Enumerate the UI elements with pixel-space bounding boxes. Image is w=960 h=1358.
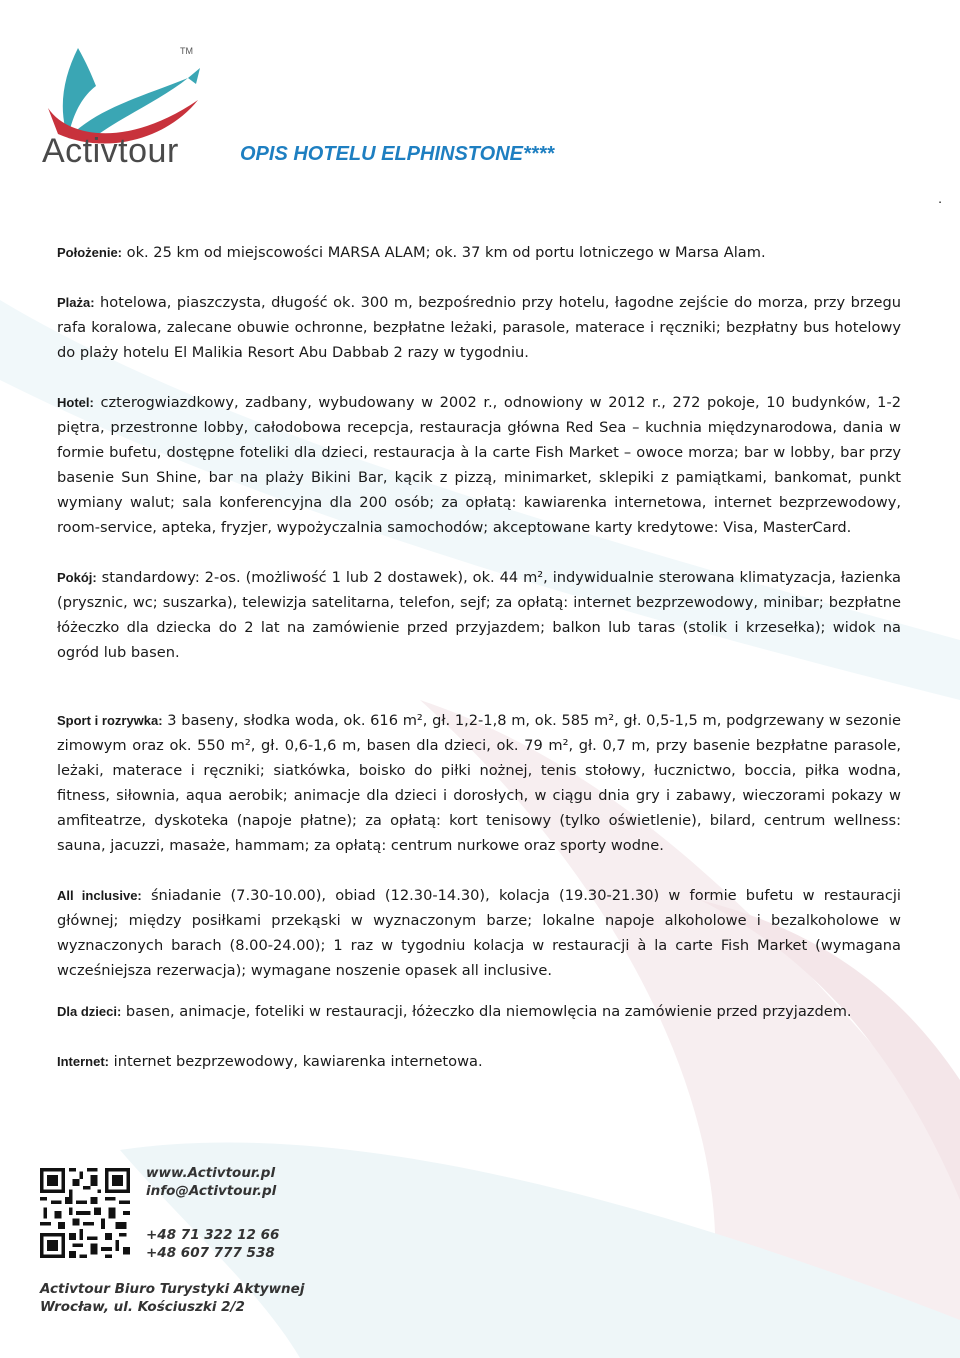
- section-label: Dla dzieci:: [57, 1004, 122, 1019]
- phone-2: +48 607 777 538: [146, 1245, 275, 1261]
- section-beach: [57, 290, 901, 365]
- section-room: [57, 565, 901, 665]
- section-location: [57, 240, 901, 265]
- section-hotel: [57, 390, 901, 540]
- footer-contact: [146, 1164, 279, 1262]
- section-text: basen, animacje, foteliki w restauracji, łóżeczko dla niemowlęcia na zamówienie przed przyjazdem.: [121, 1003, 852, 1020]
- footer-company: [40, 1280, 304, 1316]
- corner-dot: .: [938, 190, 942, 206]
- section-label: Plaża:: [57, 295, 95, 310]
- section-text: internet bezprzewodowy, kawiarenka internetowa.: [109, 1053, 483, 1070]
- page-title: OPIS HOTELU ELPHINSTONE****: [240, 143, 555, 165]
- section-all-inclusive: [57, 883, 901, 983]
- section-text: hotelowa, piaszczysta, długość ok. 300 m, bezpośrednio przy hotelu, łagodne zejście do morza, przy brzegu rafa koralowa, zalecane obuwie ochronne, bezpłatne leżaki, parasole, materace i ręczniki; bezpłatny bus hotelowy do plaży hotelu El Malikia Resort Abu Dabbab 2 razy w tygodniu.: [57, 294, 901, 361]
- section-text: czterogwiazdkowy, zadbany, wybudowany w 2002 r., odnowiony w 2012 r., 272 pokoje, 10 budynków, 1-2 piętra, przestronne lobby, całodobowa recepcja, restauracja główna Red Sea – kuchnia międzynarodowa, dania w formie bufetu, dostępne foteliki dla dzieci, restauracja à la carte Fish Market – owoce morza; bar w lobby, bar przy basenie Sun Shine, bar na plaży Bikini Bar, kącik z pizzą, minimarket, sklepiki z pamiątkami, bankomat, punkt wymiany walut; sala konferencyjna dla 200 osób; za opłatą: kawiarenka internetowa, internet bezprzewodowy, room-service, apteka, fryzjer, wypożyczalnia samochodów; akceptowane karty kredytowe: Visa, MasterCard.: [57, 394, 901, 536]
- email-link[interactable]: info@Activtour.pl: [146, 1183, 277, 1199]
- company-address: Wrocław, ul. Kościuszki 2/2: [40, 1299, 245, 1315]
- phone-1: +48 71 322 12 66: [146, 1227, 280, 1243]
- section-kids: [57, 999, 901, 1024]
- section-text: ok. 25 km od miejscowości MARSA ALAM; ok. 37 km od portu lotniczego w Marsa Alam.: [122, 244, 766, 261]
- qr-code-icon: [40, 1168, 130, 1258]
- section-label: Pokój:: [57, 570, 97, 585]
- section-label: Hotel:: [57, 395, 94, 410]
- section-label: Położenie:: [57, 245, 123, 260]
- section-label: All inclusive:: [57, 888, 142, 903]
- company-name: Activtour Biuro Turystyki Aktywnej: [40, 1281, 305, 1297]
- trademark-mark: TM: [180, 46, 193, 56]
- section-text: 3 baseny, słodka woda, ok. 616 m², gł. 1,2-1,8 m, ok. 585 m², gł. 0,5-1,5 m, podgrzewany w sezonie zimowym oraz ok. 550 m², gł. 0,6-1,6 m, basen dla dzieci, ok. 79 m², gł. 0,7 m, przy basenie bezpłatne parasole, leżaki, materace i ręczniki; siatkówka, boisko do piłki nożnej, tenis stołowy, łucznictwo, boccia, piłka wodna, fitness, siłownia, aqua aerobik; animacje dla dzieci i dorosłych, w ciągu dnia gry i zabawy, wieczorami pokazy w amfiteatrze, dyskoteka (napoje płatne); za opłatą: kort tenisowy (tylko oświetlenie), bilard, centrum wellness: sauna, jacuzzi, masaże, hammam; za opłatą: centrum nurkowe oraz sporty wodne.: [57, 712, 901, 854]
- hotel-description: [57, 240, 901, 1074]
- section-internet: [57, 1049, 901, 1074]
- section-label: Sport i rozrywka:: [57, 713, 163, 728]
- section-sport: [57, 708, 901, 858]
- website-link[interactable]: www.Activtour.pl: [146, 1165, 276, 1181]
- section-text: standardowy: 2-os. (możliwość 1 lub 2 dostawek), ok. 44 m², indywidualnie sterowana klimatyzacja, łazienka (prysznic, wc; suszarka), telewizja satelitarna, telefon, sejf; za opłatą: internet bezprzewodowy, minibar; bezpłatne łóżeczko dla dziecka do 2 lat na zamówienie przed przyjazdem; balkon lub taras (stolik i krzesełka); widok na ogród lub basen.: [57, 569, 901, 661]
- brand-name: Activtour: [42, 132, 179, 170]
- section-text: śniadanie (7.30-10.00), obiad (12.30-14.30), kolacja (19.30-21.30) w formie bufetu w restauracji głównej; między posiłkami przekąski w wyznaczonym barze; lokalne napoje alkoholowe i bezalkoholowe w wyznaczonych barach (8.00-24.00); 1 raz w tygodniu kolacja w restauracji à la carte Fish Market (wymagana wcześniejsza rezerwacja); wymagane noszenie opasek all inclusive.: [57, 887, 901, 979]
- section-label: Internet:: [57, 1054, 109, 1069]
